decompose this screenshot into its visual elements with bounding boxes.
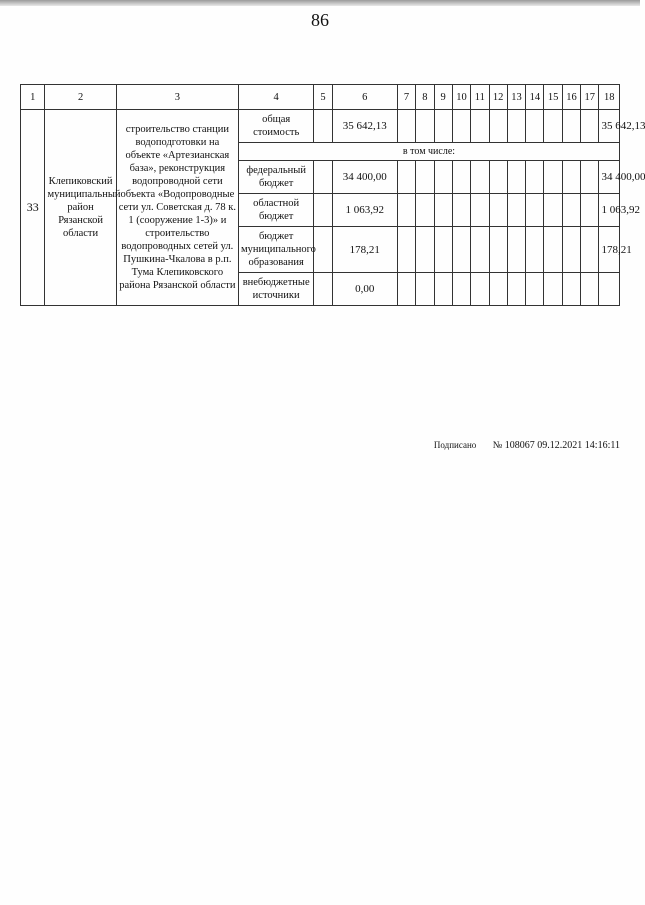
source-label: бюджет муниципального образования bbox=[238, 227, 313, 273]
empty-cell bbox=[471, 194, 489, 227]
empty-cell bbox=[452, 227, 470, 273]
empty-cell bbox=[544, 273, 562, 306]
empty-cell bbox=[526, 194, 544, 227]
empty-cell bbox=[397, 227, 415, 273]
column-number: 8 bbox=[416, 85, 434, 110]
stamp-text: № 108067 09.12.2021 14:16:11 bbox=[492, 440, 620, 451]
col18-value: 178,21 bbox=[599, 227, 620, 273]
empty-cell bbox=[452, 194, 470, 227]
source-label: общая стоимость bbox=[238, 110, 313, 143]
empty-cell bbox=[489, 273, 507, 306]
table-cell bbox=[314, 227, 332, 273]
empty-cell bbox=[562, 110, 580, 143]
empty-cell bbox=[544, 194, 562, 227]
empty-cell bbox=[562, 194, 580, 227]
table-cell bbox=[314, 161, 332, 194]
empty-cell bbox=[526, 161, 544, 194]
empty-cell bbox=[507, 161, 525, 194]
empty-cell bbox=[581, 110, 599, 143]
column-number: 2 bbox=[45, 85, 116, 110]
column-number: 13 bbox=[507, 85, 525, 110]
empty-cell bbox=[507, 273, 525, 306]
empty-cell bbox=[562, 273, 580, 306]
row-number: 33 bbox=[21, 110, 45, 306]
column-number: 5 bbox=[314, 85, 332, 110]
table-cell bbox=[314, 273, 332, 306]
empty-cell bbox=[562, 161, 580, 194]
empty-cell bbox=[416, 227, 434, 273]
empty-cell bbox=[416, 273, 434, 306]
column-number: 14 bbox=[526, 85, 544, 110]
empty-cell bbox=[434, 110, 452, 143]
col6-value: 1 063,92 bbox=[332, 194, 397, 227]
empty-cell bbox=[416, 194, 434, 227]
empty-cell bbox=[544, 227, 562, 273]
municipality-cell: Клепиковский муниципальный район Рязанской области bbox=[45, 110, 116, 306]
empty-cell bbox=[416, 110, 434, 143]
empty-cell bbox=[581, 227, 599, 273]
scan-edge bbox=[0, 0, 640, 6]
col18-value: 34 400,00 bbox=[599, 161, 620, 194]
empty-cell bbox=[489, 227, 507, 273]
column-number: 18 bbox=[599, 85, 620, 110]
empty-cell bbox=[397, 110, 415, 143]
empty-cell bbox=[526, 273, 544, 306]
column-number: 7 bbox=[397, 85, 415, 110]
col18-value: 35 642,13 bbox=[599, 110, 620, 143]
empty-cell bbox=[489, 161, 507, 194]
source-label: внебюджетные источники bbox=[238, 273, 313, 306]
empty-cell bbox=[452, 110, 470, 143]
empty-cell bbox=[416, 161, 434, 194]
empty-cell bbox=[526, 110, 544, 143]
column-number: 12 bbox=[489, 85, 507, 110]
empty-cell bbox=[507, 227, 525, 273]
table-cell bbox=[314, 110, 332, 143]
empty-cell bbox=[397, 194, 415, 227]
empty-cell bbox=[471, 110, 489, 143]
empty-cell bbox=[434, 194, 452, 227]
column-number: 9 bbox=[434, 85, 452, 110]
including-label: в том числе: bbox=[238, 143, 619, 161]
empty-cell bbox=[544, 161, 562, 194]
empty-cell bbox=[581, 273, 599, 306]
empty-cell bbox=[507, 110, 525, 143]
empty-cell bbox=[434, 161, 452, 194]
empty-cell bbox=[397, 273, 415, 306]
table-row bbox=[21, 110, 620, 143]
col6-value: 35 642,13 bbox=[332, 110, 397, 143]
column-number: 4 bbox=[238, 85, 313, 110]
column-number: 3 bbox=[116, 85, 238, 110]
column-number: 10 bbox=[452, 85, 470, 110]
empty-cell bbox=[434, 227, 452, 273]
stamp-mark: Подписано bbox=[433, 440, 477, 450]
empty-cell bbox=[471, 161, 489, 194]
col18-value bbox=[599, 273, 620, 306]
empty-cell bbox=[471, 273, 489, 306]
empty-cell bbox=[397, 161, 415, 194]
col18-value: 1 063,92 bbox=[599, 194, 620, 227]
electronic-stamp bbox=[20, 440, 620, 451]
empty-cell bbox=[489, 110, 507, 143]
empty-cell bbox=[581, 194, 599, 227]
col6-value: 0,00 bbox=[332, 273, 397, 306]
object-description: строительство станции водоподготовки на объекте «Артезианская база», реконструкция водопроводной сети объекта «Водопроводные сети ул. Советская д. 78 к. 1 (сооружение 1-3)» и строительство водопроводных сетей ул. Пушкина-Чкалова в р.п. Тума Клепиковского района Рязанской области bbox=[116, 110, 238, 306]
budget-table bbox=[20, 84, 645, 306]
source-label: областной бюджет bbox=[238, 194, 313, 227]
empty-cell bbox=[544, 110, 562, 143]
column-number: 1 bbox=[21, 85, 45, 110]
empty-cell bbox=[581, 161, 599, 194]
empty-cell bbox=[562, 227, 580, 273]
empty-cell bbox=[471, 227, 489, 273]
empty-cell bbox=[489, 194, 507, 227]
empty-cell bbox=[452, 161, 470, 194]
source-label: федеральный бюджет bbox=[238, 161, 313, 194]
empty-cell bbox=[434, 273, 452, 306]
column-number: 11 bbox=[471, 85, 489, 110]
empty-cell bbox=[507, 194, 525, 227]
empty-cell bbox=[452, 273, 470, 306]
page-number: 86 bbox=[311, 10, 329, 30]
column-number: 6 bbox=[332, 85, 397, 110]
empty-cell bbox=[526, 227, 544, 273]
col6-value: 178,21 bbox=[332, 227, 397, 273]
column-number: 16 bbox=[562, 85, 580, 110]
column-number: 15 bbox=[544, 85, 562, 110]
column-number: 17 bbox=[581, 85, 599, 110]
table-cell bbox=[314, 194, 332, 227]
column-number-row bbox=[21, 85, 620, 110]
col6-value: 34 400,00 bbox=[332, 161, 397, 194]
